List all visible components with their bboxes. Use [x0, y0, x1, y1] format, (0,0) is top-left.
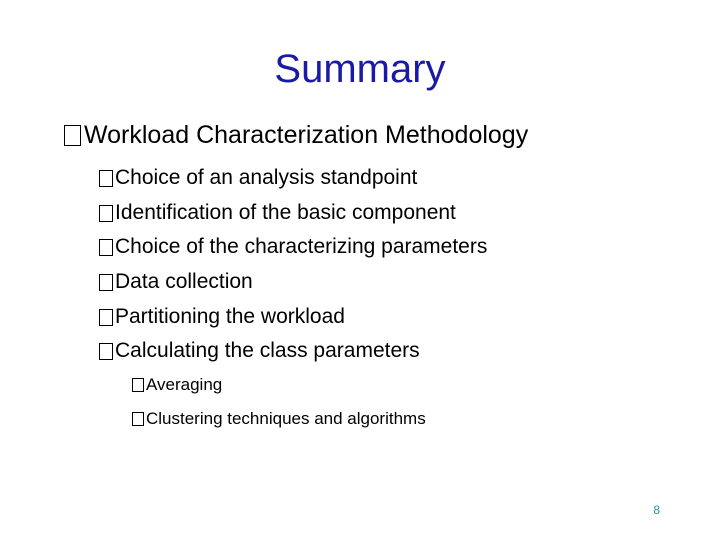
main-bullet [64, 120, 528, 150]
bullet-box-icon [99, 343, 113, 360]
page-number: 8 [653, 503, 660, 517]
bullet-box-icon [99, 205, 113, 222]
sub-bullet [99, 165, 417, 191]
sub-sub-bullet [132, 408, 426, 430]
sub-bullet-text: Calculating the class parameters [115, 339, 420, 362]
bullet-box-icon [132, 378, 144, 392]
bullet-box-icon [99, 309, 113, 326]
bullet-box-icon [132, 412, 144, 426]
sub-bullet-text: Partitioning the workload [115, 305, 345, 328]
bullet-box-icon [99, 274, 113, 291]
sub-bullet [99, 234, 487, 260]
bullet-box-icon [99, 170, 113, 187]
sub-sub-bullet-text: Clustering techniques and algorithms [146, 409, 426, 428]
sub-sub-bullet [132, 374, 222, 396]
sub-bullet [99, 338, 420, 364]
sub-sub-bullet-text: Averaging [146, 375, 223, 394]
sub-bullet [99, 200, 456, 226]
sub-bullet-text: Choice of the characterizing parameters [115, 235, 488, 258]
bullet-box-icon [99, 239, 113, 256]
sub-bullet-text: Identification of the basic component [115, 201, 456, 224]
main-bullet-text: Workload Characterization Methodology [84, 120, 529, 149]
sub-bullet-text: Data collection [115, 270, 253, 293]
sub-bullet [99, 304, 345, 330]
bullet-box-icon [64, 125, 81, 146]
sub-bullet [99, 269, 253, 295]
sub-bullet-text: Choice of an analysis standpoint [115, 166, 418, 189]
slide-title: Summary [274, 47, 446, 91]
